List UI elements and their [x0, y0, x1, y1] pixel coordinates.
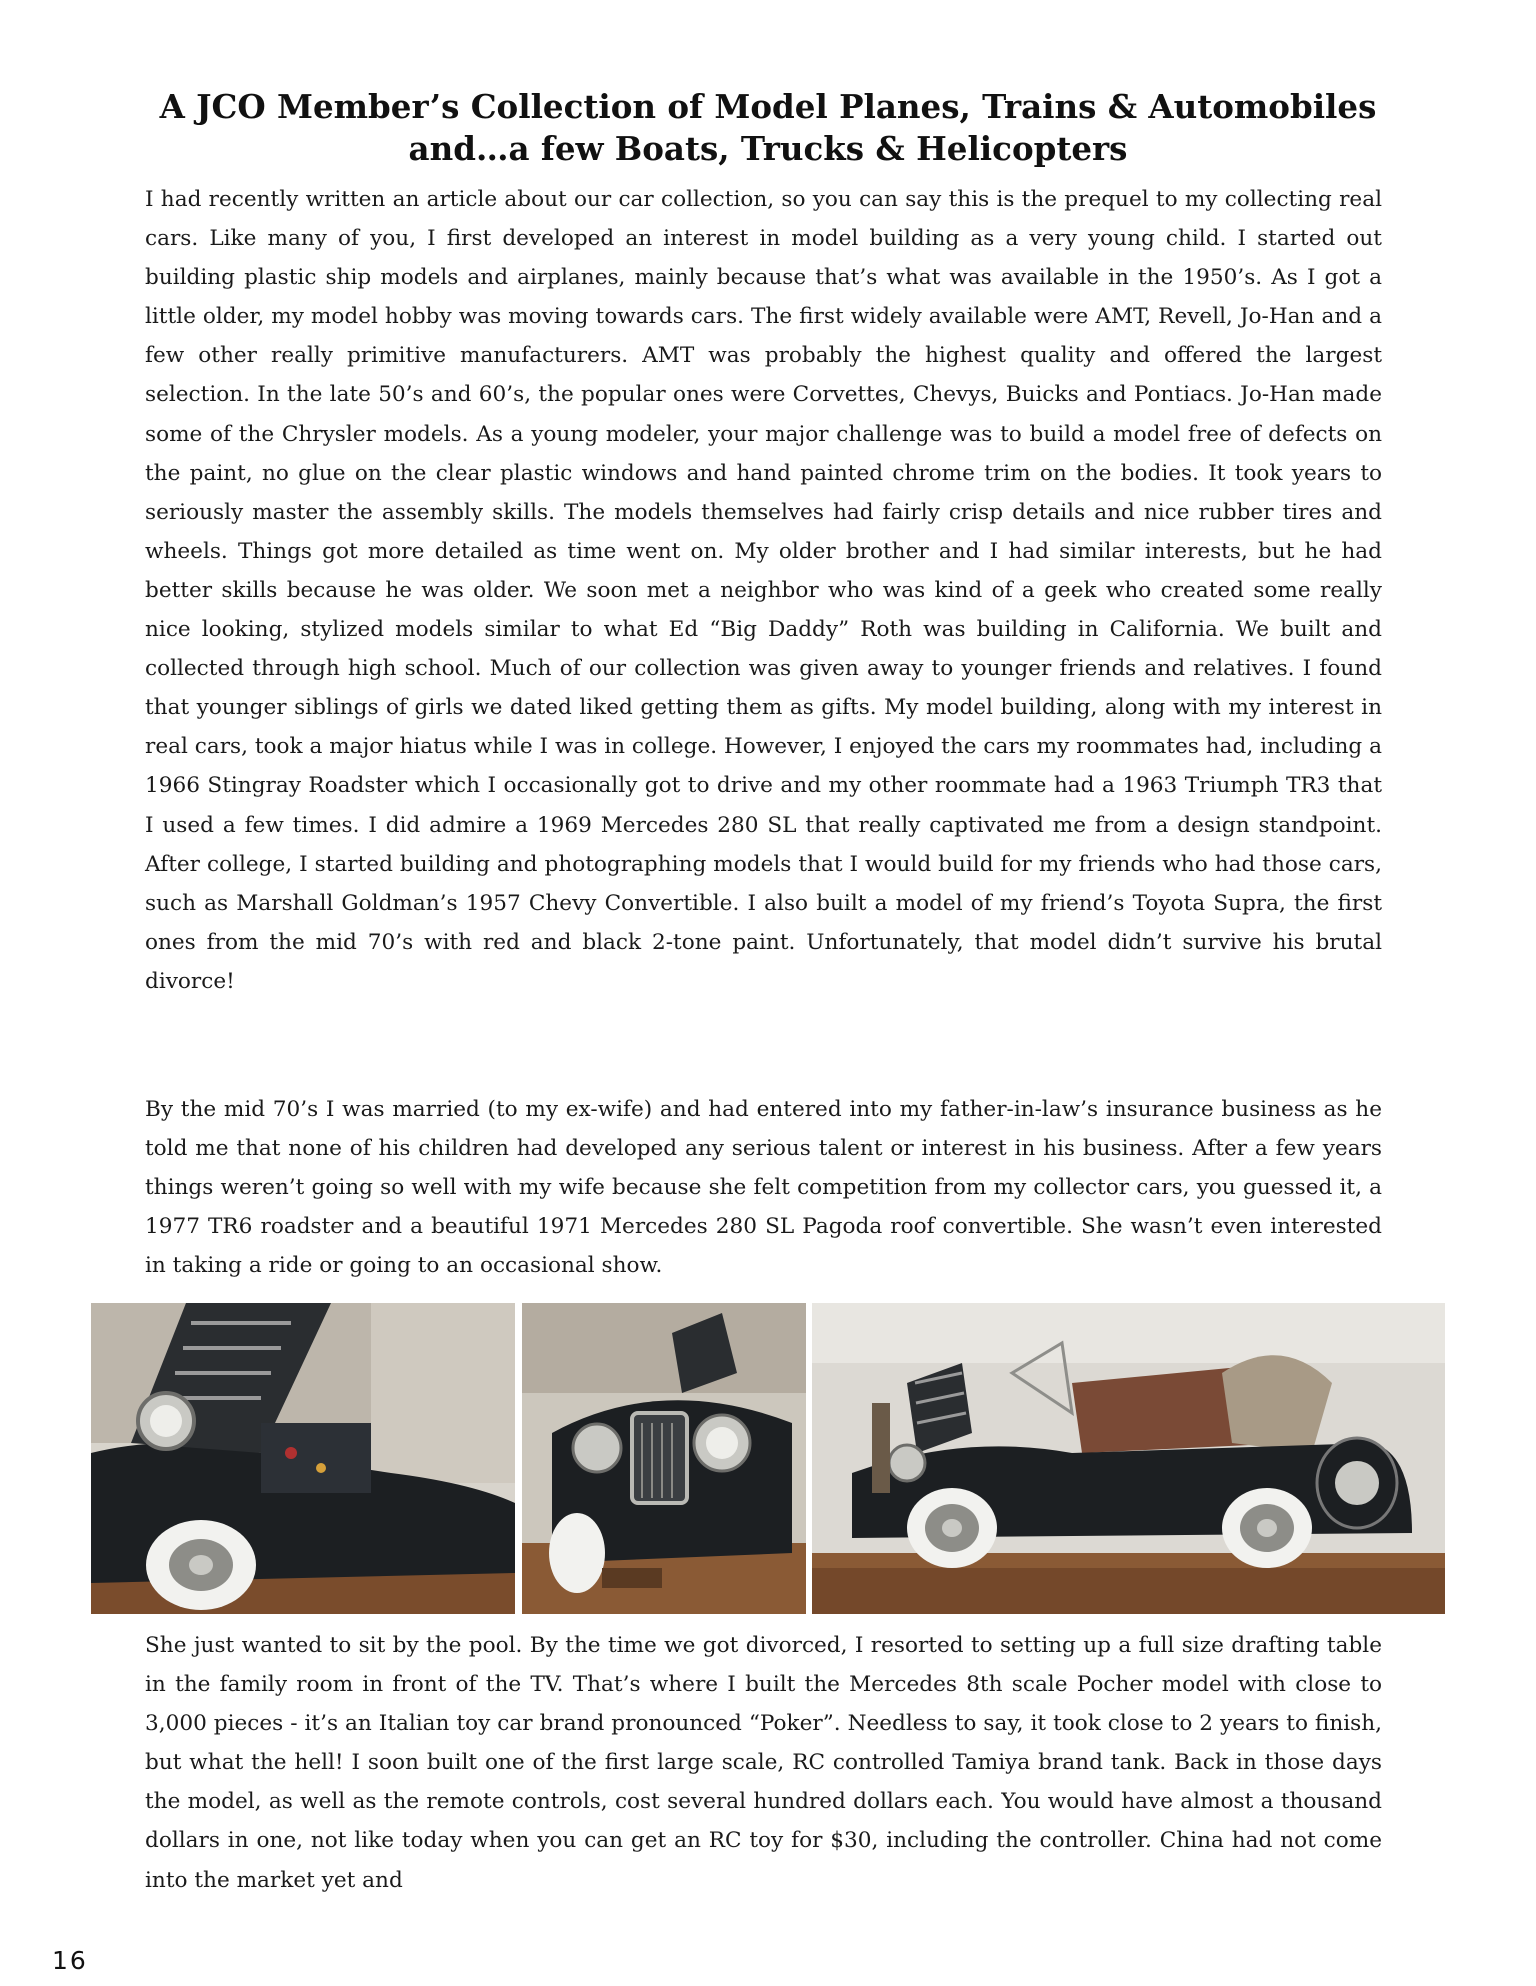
photo-side-view [812, 1303, 1445, 1614]
title-line-2: and…a few Boats, Trucks & Helicopters [408, 129, 1128, 168]
front-grille-image [522, 1303, 806, 1614]
photo-engine-bay [91, 1303, 515, 1614]
photo-front-grille [522, 1303, 806, 1614]
paragraph-text: She just wanted to sit by the pool. By the time we got divorced, I resorted to setting up a full size drafting table in the family room in front of the TV. That’s where I built the Mercedes 8th scale Pocher model with close to 3,000 pieces - it’s an Italian toy car brand pronounced “Poker”. Needless to say, it took close to 2 years to finish, but what the hell! I soon built one of the first large scale, RC controlled Tamiya brand tank. Back in those days the model, as well as the remote controls, cost several hundred dollars each. You would have almost a thousand dollars in one, not like today when you can get an RC toy for $30, including the controller. China had not come into the market yet and [145, 1633, 1382, 1893]
engine-bay-image [91, 1303, 515, 1614]
article-title [120, 86, 1416, 170]
body-paragraph-1 [145, 180, 1382, 1001]
paragraph-text: By the mid 70’s I was married (to my ex-wife) and had entered into my father-in-law’s insurance business as he told me that none of his children had developed any serious talent or interest in his business. After a few years things weren’t going so well with my wife because she felt competition from my collector cars, you guessed it, a 1977 TR6 roadster and a beautiful 1971 Mercedes 280 SL Pagoda roof convertible. She wasn’t even interested in taking a ride or going to an occasional show. [145, 1097, 1382, 1279]
body-paragraph-3 [145, 1626, 1382, 1900]
body-paragraph-2 [145, 1090, 1382, 1285]
side-view-image [812, 1303, 1445, 1614]
title-line-1: A JCO Member’s Collection of Model Planes, Trains & Automobiles [159, 87, 1377, 126]
paragraph-text: I had recently written an article about our car collection, so you can say this is the prequel to my collecting real cars. Like many of you, I first developed an interest in model building as a very young child. I started out building plastic ship models and airplanes, mainly because that’s what was available in the 1950’s. As I got a little older, my model hobby was moving towards cars. The first widely available were AMT, Revell, Jo-Han and a few other really primitive manufacturers. AMT was probably the highest quality and offered the largest selection. In the late 50’s and 60’s, the popular ones were Corvettes, Chevys, Buicks and Pontiacs. Jo-Han made some of the Chrysler models. As a young modeler, your major challenge was to build a model free of defects on the paint, no glue on the clear plastic windows and hand painted chrome trim on the bodies. It took years to seriously master the assembly skills. The models themselves had fairly crisp details and nice rubber tires and wheels. Things got more detailed as time went on. My older brother and I had similar interests, but he had better skills because he was older. We soon met a neighbor who was kind of a geek who created some really nice looking, stylized models similar to what Ed “Big Daddy” Roth was building in California. We built and collected through high school. Much of our collection was given away to younger friends and relatives. I found that younger siblings of girls we dated liked getting them as gifts. My model building, along with my interest in real cars, took a major hiatus while I was in college. However, I enjoyed the cars my roommates had, including a 1966 Stingray Roadster which I occasionally got to drive and my other roommate had a 1963 Triumph TR3 that I used a few times. I did admire a 1969 Mercedes 280 SL that really captivated me from a design standpoint. After college, I started building and photographing models that I would build for my friends who had those cars, such as Marshall Goldman’s 1957 Chevy Convertible. I also built a model of my friend’s Toyota Supra, the first ones from the mid 70’s with red and black 2-tone paint. Unfortunately, that model didn’t survive his brutal divorce! [145, 187, 1382, 994]
page-number: 16 [52, 1946, 88, 1975]
